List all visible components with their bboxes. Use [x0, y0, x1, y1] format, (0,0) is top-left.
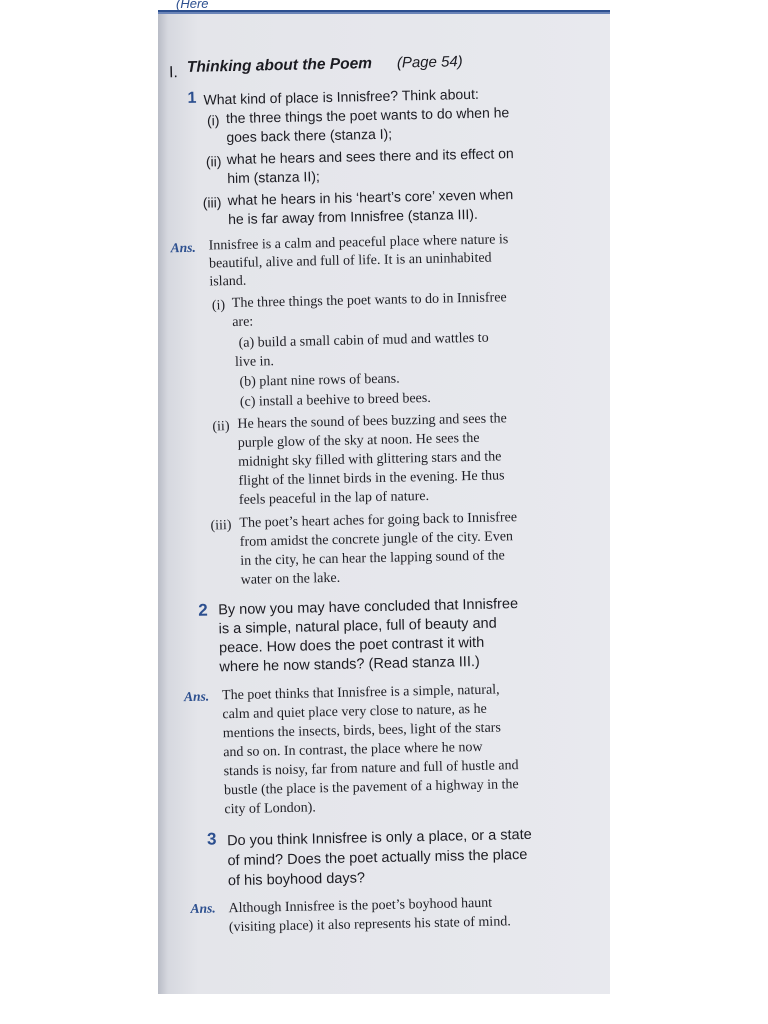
- answer-2-line-1: The poet thinks that Innisfree is a simple, natural,: [221, 682, 500, 704]
- answer-1-ii-line-4: flight of the linnet birds in the evening. He thus: [238, 468, 505, 489]
- question-3-number: 3: [206, 829, 217, 849]
- answer-1-i-label: (i): [211, 298, 226, 314]
- answer-1-ii-label: (ii): [212, 419, 230, 435]
- question-1-text: What kind of place is Innisfree? Think about:: [203, 85, 479, 108]
- question-2-line-3: peace. How does the poet contrast it with: [218, 634, 485, 657]
- answer-1-intro-line-1: Innisfree is a calm and peaceful place where nature is: [208, 232, 509, 254]
- header-fragment: (Here: [176, 0, 209, 11]
- answer-1-iii-line-1: The poet’s heart aches for going back to Innisfree: [239, 510, 518, 531]
- answer-1-iii-line-4: water on the lake.: [240, 570, 341, 588]
- question-1-sub-i-label: (i): [206, 112, 220, 129]
- question-2-line-1: By now you may have concluded that Innisfree: [218, 596, 519, 619]
- answer-1-i-line-1: The three things the poet wants to do in Innisfree: [231, 290, 507, 312]
- question-1-number: 1: [187, 89, 197, 107]
- question-2-line-4: where he now stands? (Read stanza III.): [219, 653, 480, 676]
- answer-1-b-line: (b) plant nine rows of beans.: [239, 371, 400, 390]
- question-1-sub-iii-label: (iii): [202, 194, 222, 211]
- answer-1-iii-label: (iii): [210, 518, 232, 534]
- textbook-page: [158, 0, 610, 994]
- question-1-sub-ii-label: (ii): [205, 153, 222, 170]
- answer-1-c-line: (c) install a beehive to breed bees.: [239, 390, 431, 410]
- answer-1-iii-line-2: from amidst the concrete jungle of the city. Even: [239, 529, 514, 550]
- question-1-sub-i-line-2: goes back there (stanza I);: [226, 125, 393, 146]
- question-3-line-1: Do you think Innisfree is only a place, or a state: [226, 826, 532, 850]
- answer-2-line-4: and so on. In contrast, the place where he now: [223, 739, 483, 761]
- page-content: [158, 0, 610, 994]
- answer-1-a-line-1: (a) build a small cabin of mud and wattles to: [238, 330, 489, 351]
- question-3-line-3: of his boyhood days?: [227, 870, 366, 890]
- question-2-number: 2: [198, 600, 208, 620]
- answer-1-label: Ans.: [170, 239, 196, 256]
- answer-1-ii-line-2: purple glow of the sky at noon. He sees the: [237, 430, 480, 451]
- answer-1-i-line-2: are:: [232, 314, 254, 331]
- answer-1-ii-line-1: He hears the sound of bees buzzing and sees the: [237, 411, 507, 432]
- answer-2-line-7: city of London).: [224, 800, 316, 818]
- answer-1-a-line-2: live in.: [234, 354, 275, 370]
- answer-2-line-5: stands is noisy, far from nature and full of hustle and: [223, 758, 519, 780]
- section-title: Thinking about the Poem: [186, 55, 373, 76]
- question-1-sub-iii-line-1: what he hears in his ‘heart’s core’ xeven when: [227, 186, 514, 209]
- answer-2-line-6: bustle (the place is the pavement of a highway in the: [223, 777, 519, 799]
- answer-1-intro-line-3: island.: [209, 273, 247, 290]
- answer-3-label: Ans.: [190, 900, 216, 917]
- question-1-sub-iii-line-2: he is far away from Innisfree (stanza III).: [227, 205, 478, 228]
- answer-1-iii-line-3: in the city, he can hear the lapping sound of the: [240, 548, 505, 569]
- answer-3-line-1: Although Innisfree is the poet’s boyhood haunt: [228, 895, 493, 917]
- answer-3-line-2: (visiting place) it also represents his state of mind.: [228, 914, 511, 936]
- section-page: (Page 54): [396, 53, 463, 72]
- question-1-sub-ii-line-1: what he hears and sees there and its effect on: [226, 145, 514, 168]
- answer-2-line-2: calm and quiet place very close to nature, as he: [222, 701, 487, 723]
- question-1-sub-ii-line-2: him (stanza II);: [227, 168, 320, 187]
- section-roman: I.: [168, 64, 179, 82]
- question-3-line-2: of mind? Does the poet actually miss the place: [227, 846, 528, 870]
- answer-1-ii-line-3: midnight sky filled with glittering stars and the: [238, 449, 502, 470]
- question-1-sub-i-line-1: the three things the poet wants to do when he: [225, 104, 510, 127]
- answer-1-ii-line-5: feels peaceful in the lap of nature.: [238, 488, 430, 508]
- answer-2-label: Ans.: [183, 688, 210, 705]
- question-2-line-2: is a simple, natural place, full of beauty and: [218, 615, 497, 638]
- answer-2-line-3: mentions the insects, birds, bees, light of the stars: [222, 720, 501, 742]
- answer-1-intro-line-2: beautiful, alive and full of life. It is an uninhabited: [208, 250, 492, 272]
